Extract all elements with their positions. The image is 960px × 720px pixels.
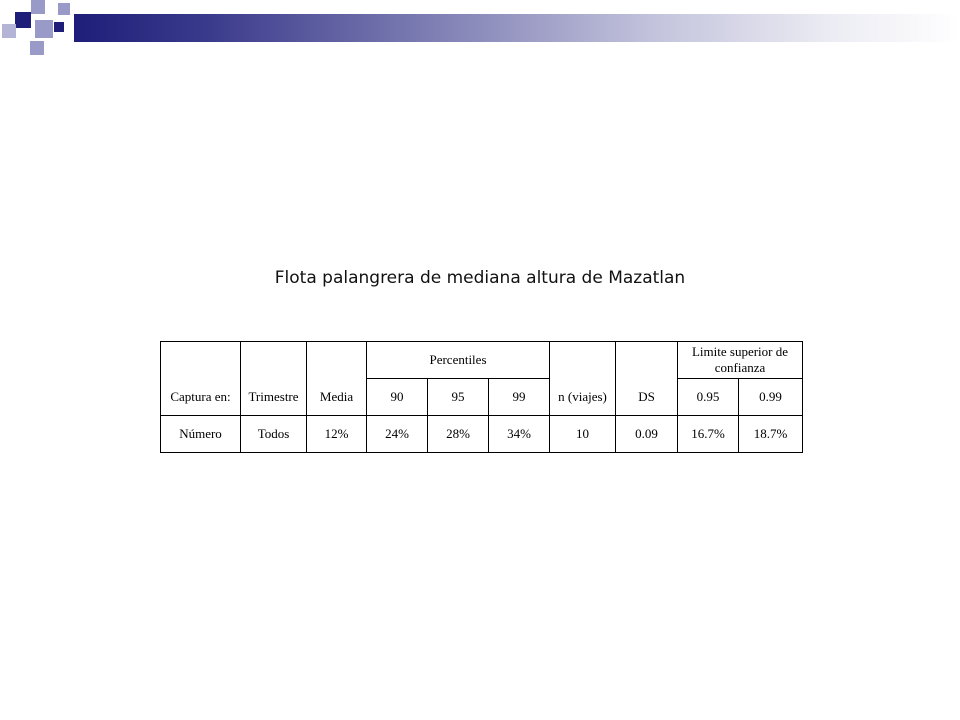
decor-square-dark bbox=[15, 12, 31, 28]
header-row bbox=[161, 342, 803, 379]
cell-ds: 0.09 bbox=[616, 416, 678, 453]
header-l99: 0.99 bbox=[739, 379, 803, 416]
header-p90: 90 bbox=[367, 379, 428, 416]
header-gradient-bar bbox=[74, 14, 960, 42]
decor-square-dark bbox=[54, 22, 64, 32]
header-percentiles: Percentiles bbox=[367, 342, 550, 379]
decor-square-light bbox=[58, 3, 70, 15]
cell-captura: Número bbox=[161, 416, 241, 453]
cell-p99: 34% bbox=[489, 416, 550, 453]
header-media: Media bbox=[307, 342, 367, 416]
header-limite-superior: Limite superior de confianza bbox=[678, 342, 803, 379]
cell-l99: 18.7% bbox=[739, 416, 803, 453]
decor-square-light bbox=[30, 41, 44, 55]
decor-square-light bbox=[35, 20, 53, 38]
header-trimestre: Trimestre bbox=[241, 342, 307, 416]
table-row bbox=[161, 416, 803, 453]
header-n-viajes: n (viajes) bbox=[550, 342, 616, 416]
cell-trimestre: Todos bbox=[241, 416, 307, 453]
header-captura: Captura en: bbox=[161, 342, 241, 416]
statistics-table bbox=[160, 341, 803, 453]
header-ds: DS bbox=[616, 342, 678, 416]
header-l95: 0.95 bbox=[678, 379, 739, 416]
cell-p90: 24% bbox=[367, 416, 428, 453]
header-p95: 95 bbox=[428, 379, 489, 416]
decor-square-light bbox=[31, 0, 45, 14]
slide-title: Flota palangrera de mediana altura de Mazatlan bbox=[274, 268, 686, 288]
cell-media: 12% bbox=[307, 416, 367, 453]
cell-p95: 28% bbox=[428, 416, 489, 453]
cell-n-viajes: 10 bbox=[550, 416, 616, 453]
header-p99: 99 bbox=[489, 379, 550, 416]
cell-l95: 16.7% bbox=[678, 416, 739, 453]
decor-square-light bbox=[2, 24, 16, 38]
